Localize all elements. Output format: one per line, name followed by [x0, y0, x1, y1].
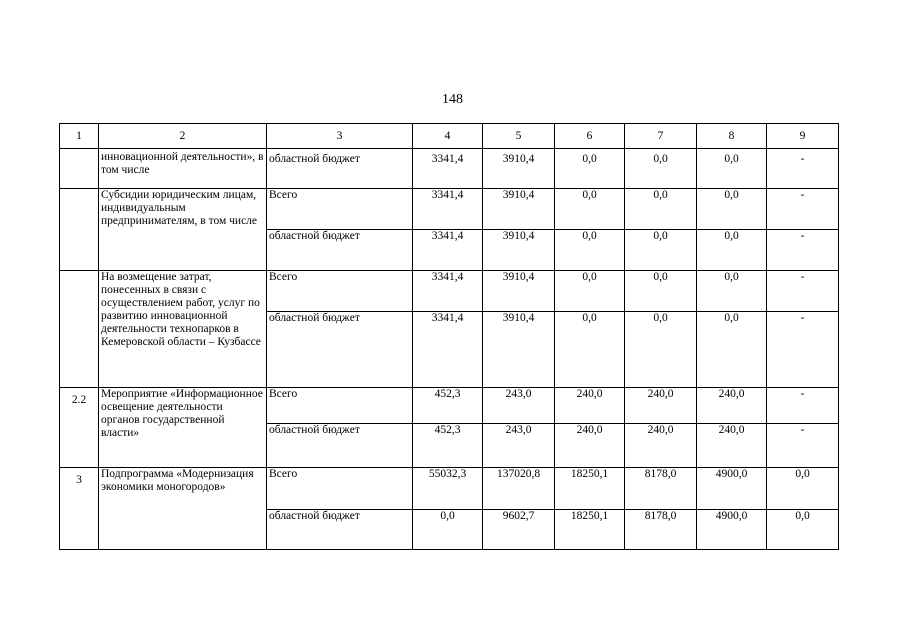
value-cell: 3910,4: [483, 230, 555, 271]
value-cell: 240,0: [697, 424, 767, 468]
value-cell: -: [767, 149, 839, 189]
value-cell: 0,0: [767, 468, 839, 510]
value-cell: -: [767, 424, 839, 468]
value-cell: 240,0: [555, 424, 625, 468]
table-row: [60, 468, 839, 510]
value-cell: 3341,4: [413, 271, 483, 312]
value-cell: 0,0: [413, 510, 483, 550]
value-cell: -: [767, 271, 839, 312]
column-header: 1: [60, 124, 99, 149]
value-cell: 0,0: [555, 189, 625, 230]
funding-source: Всего: [267, 388, 413, 424]
value-cell: 240,0: [625, 388, 697, 424]
value-cell: 18250,1: [555, 468, 625, 510]
value-cell: 55032,3: [413, 468, 483, 510]
value-cell: 0,0: [697, 230, 767, 271]
budget-table: [59, 123, 839, 550]
value-cell: 4900,0: [697, 468, 767, 510]
value-cell: 3910,4: [483, 271, 555, 312]
item-name: инновационной деятельности», в том числе: [99, 149, 267, 189]
value-cell: 0,0: [697, 149, 767, 189]
column-header: 2: [99, 124, 267, 149]
value-cell: -: [767, 388, 839, 424]
value-cell: 3341,4: [413, 189, 483, 230]
funding-source: областной бюджет: [267, 149, 413, 189]
item-name: Мероприятие «Информационное освещение деятельности органов государственной власти»: [99, 388, 267, 468]
column-header: 9: [767, 124, 839, 149]
column-header: 8: [697, 124, 767, 149]
value-cell: 0,0: [555, 271, 625, 312]
value-cell: 452,3: [413, 388, 483, 424]
value-cell: 0,0: [625, 312, 697, 388]
table-row: [60, 271, 839, 312]
value-cell: 9602,7: [483, 510, 555, 550]
value-cell: 243,0: [483, 388, 555, 424]
item-number: 2.2: [60, 388, 99, 468]
value-cell: 0,0: [555, 312, 625, 388]
funding-source: областной бюджет: [267, 312, 413, 388]
value-cell: 3341,4: [413, 230, 483, 271]
funding-source: Всего: [267, 189, 413, 230]
column-header: 5: [483, 124, 555, 149]
value-cell: 243,0: [483, 424, 555, 468]
value-cell: 0,0: [555, 230, 625, 271]
funding-source: Всего: [267, 468, 413, 510]
value-cell: -: [767, 189, 839, 230]
value-cell: -: [767, 230, 839, 271]
value-cell: 137020,8: [483, 468, 555, 510]
value-cell: 3910,4: [483, 189, 555, 230]
item-number: [60, 271, 99, 388]
header-row: [60, 124, 839, 149]
item-name: Подпрограмма «Модернизация экономики моногородов»: [99, 468, 267, 550]
table-row: [60, 189, 839, 230]
value-cell: 3910,4: [483, 149, 555, 189]
value-cell: 0,0: [555, 149, 625, 189]
value-cell: 3341,4: [413, 312, 483, 388]
funding-source: областной бюджет: [267, 510, 413, 550]
value-cell: 0,0: [625, 189, 697, 230]
item-number: [60, 189, 99, 271]
value-cell: 3341,4: [413, 149, 483, 189]
value-cell: 4900,0: [697, 510, 767, 550]
item-name: Субсидии юридическим лицам, индивидуальным предпринимателям, в том числе: [99, 189, 267, 271]
column-header: 3: [267, 124, 413, 149]
table-row: [60, 388, 839, 424]
value-cell: 3910,4: [483, 312, 555, 388]
value-cell: 0,0: [697, 189, 767, 230]
funding-source: областной бюджет: [267, 424, 413, 468]
funding-source: областной бюджет: [267, 230, 413, 271]
value-cell: 0,0: [697, 271, 767, 312]
column-header: 7: [625, 124, 697, 149]
column-header: 6: [555, 124, 625, 149]
page-number: 148: [442, 92, 463, 107]
value-cell: 240,0: [697, 388, 767, 424]
table-row: [60, 149, 839, 189]
value-cell: 8178,0: [625, 468, 697, 510]
value-cell: 0,0: [625, 149, 697, 189]
value-cell: 240,0: [625, 424, 697, 468]
item-number: [60, 149, 99, 189]
funding-source: Всего: [267, 271, 413, 312]
column-header: 4: [413, 124, 483, 149]
value-cell: 0,0: [697, 312, 767, 388]
value-cell: 240,0: [555, 388, 625, 424]
value-cell: 8178,0: [625, 510, 697, 550]
item-name: На возмещение затрат, понесенных в связи с осуществлением работ, услуг по развитию инновационной деятельности технопарков в Кемеровской области – Кузбассе: [99, 271, 267, 388]
item-number: 3: [60, 468, 99, 550]
value-cell: -: [767, 312, 839, 388]
value-cell: 18250,1: [555, 510, 625, 550]
value-cell: 0,0: [625, 271, 697, 312]
value-cell: 0,0: [767, 510, 839, 550]
value-cell: 452,3: [413, 424, 483, 468]
value-cell: 0,0: [625, 230, 697, 271]
